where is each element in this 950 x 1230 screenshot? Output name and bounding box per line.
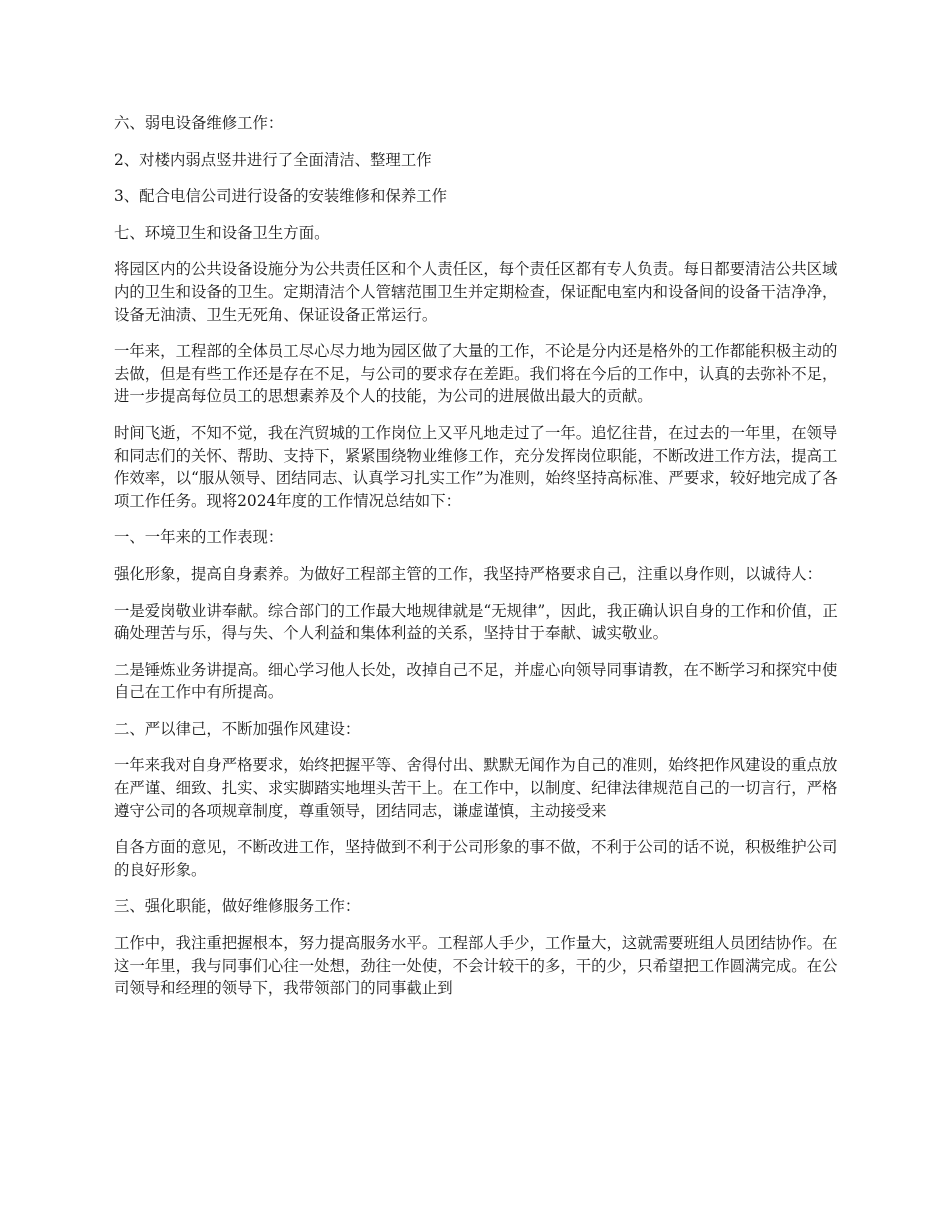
section-heading-1: 一、一年来的工作表现： <box>114 528 284 547</box>
paragraph-intro: 时间飞逝，不知不觉，我在汽贸城的工作岗位上又平凡地走过了一年。追忆往昔，在过去的一年里，在领导和同志们的关怀、帮助、支持下，紧紧围绕物业维修工作，充分发挥岗位职能，不断改进工作方法，提高工作效率，以“服从领导、团结同志、认真学习扎实工作”为准则，始终坚持高标准、严要求，较好地完成了各项工作任务。现将2024年度的工作情况总结如下： <box>114 423 838 510</box>
paragraph-service: 工作中，我注重把握根本，努力提高服务水平。工程部人手少，工作量大，这就需要班组人员团结协作。在这一年里，我与同事们心往一处想，劲往一处使，不会计较干的多，干的少，只希望把工作圆满完成。在公司领导和经理的领导下，我带领部门的同事截止到 <box>114 934 838 998</box>
paragraph-image: 强化形象，提高自身素养。为做好工程部主管的工作，我坚持严格要求自己，注重以身作则，以诚待人： <box>114 564 822 583</box>
paragraph-year-summary: 一年来，工程部的全体员工尽心尽力地为园区做了大量的工作，不论是分内还是格外的工作都能积极主动的去做，但是有些工作还是存在不足，与公司的要求存在差距。我们将在今后的工作中，认真的去弥补不足，进一步提高每位员工的思想素养及个人的技能，为公司的进展做出最大的贡献。 <box>114 342 838 406</box>
document-body <box>114 112 840 1014</box>
section-heading-7: 七、环境卫生和设备卫生方面。 <box>114 223 330 242</box>
paragraph-feedback: 自各方面的意见，不断改进工作，坚持做到不利于公司形象的事不做，不利于公司的话不说，积极维护公司的良好形象。 <box>114 838 838 879</box>
section-heading-3: 三、强化职能，做好维修服务工作： <box>114 897 361 916</box>
paragraph-hygiene: 将园区内的公共设备设施分为公共责任区和个人责任区，每个责任区都有专人负责。每日都要清洁公共区域内的卫生和设备的卫生。定期清洁个人管辖范围卫生并定期检查，保证配电室内和设备间的设备干洁净净，设备无油渍、卫生无死角、保证设备正常运行。 <box>114 260 838 324</box>
paragraph-improvement: 二是锤炼业务讲提高。细心学习他人长处，改掉自己不足，并虚心向领导同事请教，在不断学习和探究中使自己在工作中有所提高。 <box>114 660 838 702</box>
list-item-3: 3、配合电信公司进行设备的安装维修和保养工作 <box>114 187 447 206</box>
list-item-2: 2、对楼内弱点竖井进行了全面清洁、整理工作 <box>114 150 432 169</box>
paragraph-discipline: 一年来我对自身严格要求，始终把握平等、舍得付出、默默无闻作为自己的准则，始终把作风建设的重点放在严谨、细致、扎实、求实脚踏实地埋头苦干上。在工作中，以制度、纪律法律规范自己的一切言行，严格遵守公司的各项规章制度，尊重领导，团结同志，谦虚谨慎，主动接受来 <box>114 756 838 820</box>
paragraph-dedication: 一是爱岗敬业讲奉献。综合部门的工作最大地规律就是“无规律”，因此，我正确认识自身的工作和价值，正确处理苦与乐，得与失、个人利益和集体利益的关系，坚持甘于奉献、诚实敬业。 <box>114 601 838 643</box>
section-heading-6: 六、弱电设备维修工作： <box>114 114 284 132</box>
section-heading-2: 二、严以律己，不断加强作风建设： <box>114 719 361 738</box>
